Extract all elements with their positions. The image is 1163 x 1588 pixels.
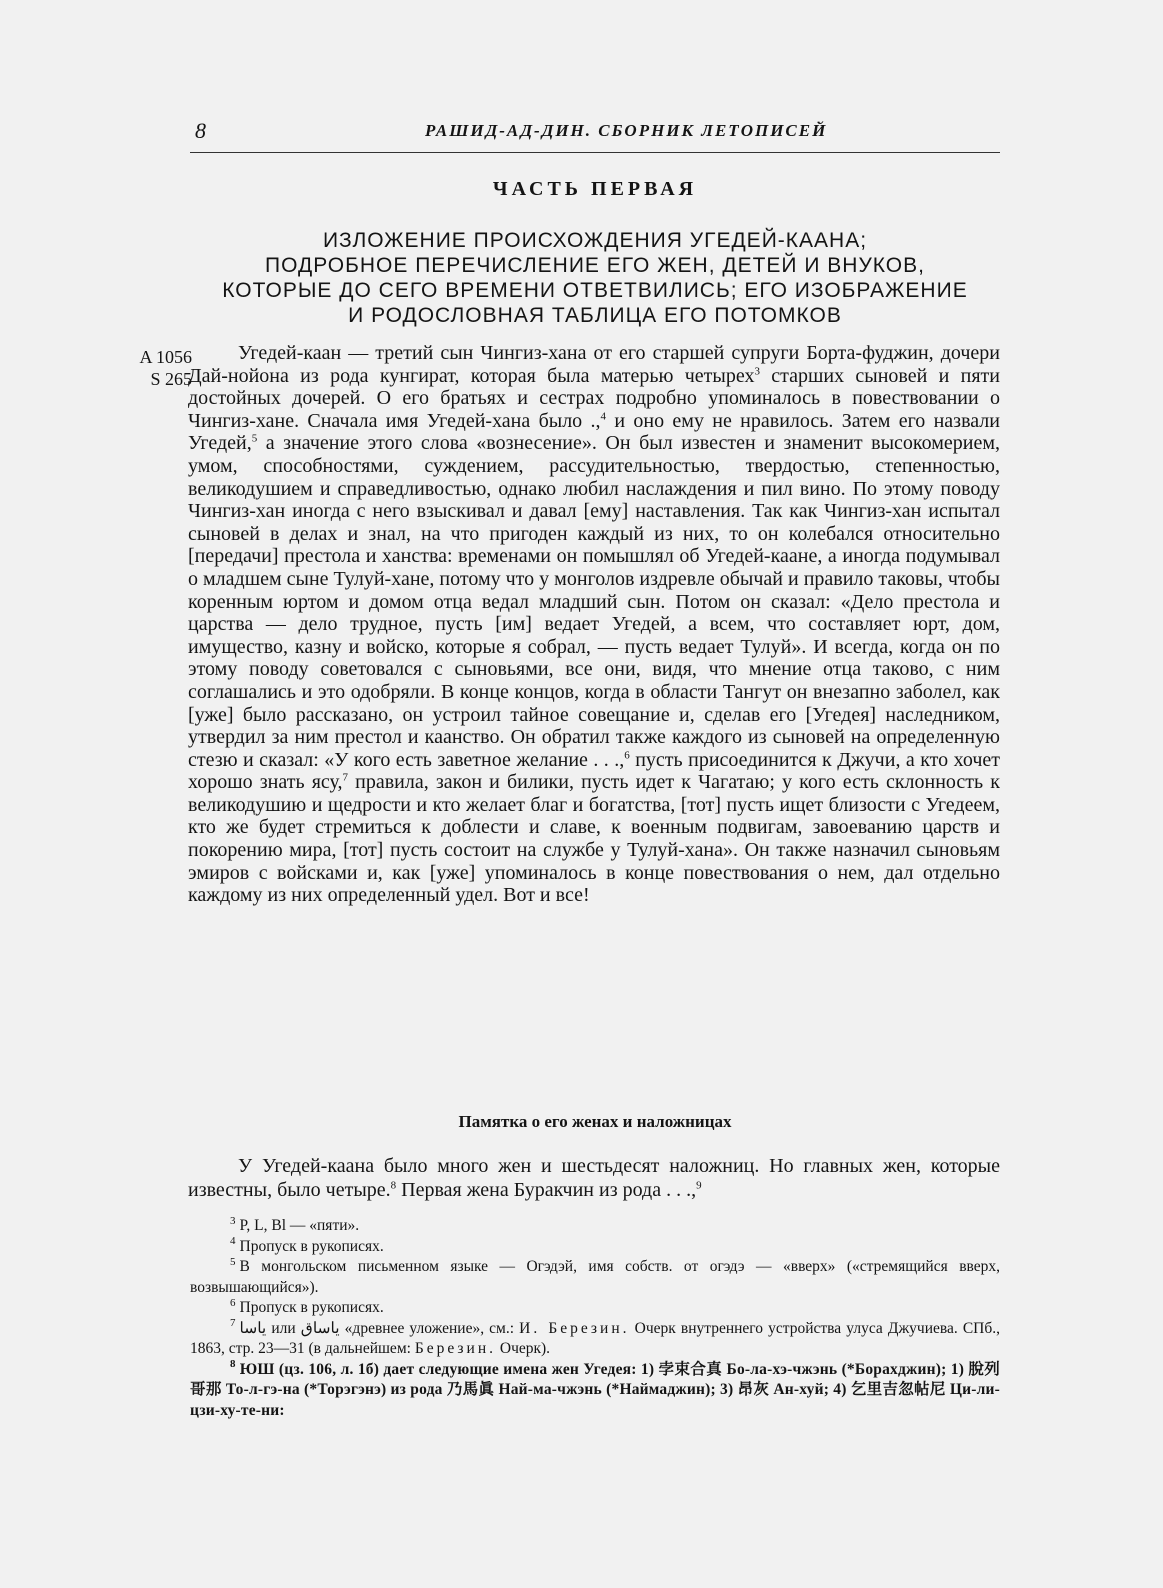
text-run: Угедей-каан — третий сын Чингиз-хана от его старшей супруги Борта-фуджин, дочери Дай-нойона из рода кунгират, которая была матерью четырех [188, 342, 1000, 387]
page-number: 8 [195, 118, 206, 143]
footnote-3 [190, 1216, 1000, 1237]
footnote-text: P, L, Bl — «пяти». [239, 1217, 360, 1234]
footnote-text: Очерк). [496, 1340, 551, 1357]
author-name: И. Березин. [519, 1319, 630, 1337]
arabic-term: یاسا [239, 1319, 267, 1337]
footnote-number: 4 [230, 1235, 236, 1248]
footnote-number: 7 [230, 1317, 236, 1330]
section-title-line: И РОДОСЛОВНАЯ ТАБЛИЦА ЕГО ПОТОМКОВ [348, 304, 842, 327]
footnote-text: «древнее уложение», см.: [339, 1319, 520, 1337]
footnote-ref[interactable]: 5 [251, 432, 258, 445]
section-title-line: ПОДРОБНОЕ ПЕРЕЧИСЛЕНИЕ ЕГО ЖЕН, ДЕТЕЙ И ВНУКОВ, [265, 254, 925, 277]
text-run: старших сыновей и пяти достойных дочерей. О его братьях и сестрах подробно упоминалось в повествовании о Чингиз-хане. Сначала имя Угедей-хана было ., [188, 364, 1000, 432]
text-run: Первая жена Буракчин из рода . . ., [396, 1179, 697, 1201]
section-title-line: КОТОРЫЕ ДО СЕГО ВРЕМЕНИ ОТВЕТВИЛИСЬ; ЕГО ИЗОБРАЖЕНИЕ [222, 279, 968, 302]
margin-notes [112, 346, 192, 390]
footnote-ref[interactable]: 9 [696, 1179, 702, 1192]
section-title-line: ИЗЛОЖЕНИЕ ПРОИСХОЖДЕНИЯ УГЕДЕЙ-КААНА; [322, 229, 868, 252]
footnote-number: 5 [230, 1255, 236, 1268]
footnote-text: Пропуск в рукописях. [239, 1237, 384, 1255]
text-run: У Угедей-каана было много жен и шестьдесят наложниц. Но главных жен, которые известны, было четыре. [188, 1155, 1000, 1201]
footnote-8 [190, 1360, 1000, 1422]
text-run: а значение этого слова «вознесение». Он был известен и знаменит высокомерием, умом, способностями, суждением, рассудительностью, твердостью, степенностью, великодушием и справедливостью, однако любил наслаждения и пил вино. По этому поводу Чингиз-хан иногда с него взыскивал и давал [ему] наставления. Так как Чингиз-хан испытал сыновей в делах и знал, на что пригоден каждый из них, то он колебался относительно [передачи] престола и ханства: временами он помышлял об Угедей-каане, а иногда подумывал о младшем сыне Тулуй-хане, потому что у монголов издревле обычай и правило таковы, чтобы коренным юртом и домом отца ведал младший сын. Потом он сказал: «Дело престола и царства — дело трудное, пусть [им] ведает Угедей, а всем, что составляет юрт, дом, имущество, казну и войско, которые я собрал, — пусть ведает Тулуй». И всегда, когда он по этому поводу советовался с сыновьями, все они, видя, что мнение отца таково, с ним соглашались и это одобряли. В конце концов, когда в области Тангут он внезапно заболел, как [уже] было рассказано, он устроил тайное совещание и, сделав его [Угедея] наследником, утвердил за ним престол и каанство. Он обратил также каждого из сыновей на определенную стезю и сказал: «У кого есть заветное желание . . ., [188, 432, 1000, 771]
footnote-ref[interactable]: 7 [342, 771, 349, 784]
footnote-7 [190, 1319, 1000, 1360]
footnote-5 [190, 1257, 1000, 1298]
footnote-4 [190, 1237, 1000, 1258]
text-run: пусть присоединится к Джучи, а кто хочет хорошо знать ясу, [188, 748, 1000, 794]
footnote-ref[interactable]: 4 [600, 410, 607, 423]
footnotes [190, 1216, 1000, 1421]
text-run: и оно ему не нравилось. Затем его назвали Угедей, [188, 409, 1000, 455]
footnote-6 [190, 1298, 1000, 1319]
footnote-text: или [266, 1319, 301, 1337]
text-run: правила, закон и билики, пусть идет к Чагатаю; у кого есть склонность к великодушию и щедрости и кто желает благ и богатства, [тот] пусть ищет близости с Угедеем, кто же будет стремиться к доблести и славе, к военным подвигам, завоеванию царств и покорению мира, [тот] пусть состоит на службе у Тулуй-хана». Он также назначил сыновьям эмиров с войсками и, как [уже] упоминалось в конце повествования о нем, дал отдельно каждому из них определенный удел. Вот и все! [188, 771, 1000, 907]
footnote-ref[interactable]: 6 [624, 749, 630, 762]
margin-note-s: S 265 [150, 369, 192, 389]
footnote-number: 8 [230, 1358, 236, 1371]
footnote-text: ЮШ (цз. 106, л. 1б) дает следующие имена жен Угедея: 1) 孛束合真 Бо-ла-хэ-чжэнь (*Борахджин); 1) 脫列哥那 То-л-гэ-на (*Торэгэнэ) из рода 乃馬眞 Най-ма-чжэнь (*Наймаджин); 3) 昂灰 Ан-хуй; 4) 乞里吉忽帖尼 Ци-ли-цзи-ху-те-ни: [190, 1360, 1000, 1419]
footnote-number: 3 [230, 1214, 236, 1227]
subheading: Памятка о его женах и наложницах [458, 1112, 732, 1131]
footnote-text: Пропуск в рукописях. [239, 1299, 384, 1316]
body-paragraph-1 [188, 342, 1000, 907]
part-title: ЧАСТЬ ПЕРВАЯ [492, 178, 698, 200]
author-name: Березин. [414, 1340, 496, 1357]
header-rule [190, 152, 1000, 153]
running-title: РАШИД-АД-ДИН. СБОРНИК ЛЕТОПИСЕЙ [425, 121, 828, 140]
running-head [195, 118, 995, 148]
arabic-term: یاساق [300, 1319, 340, 1337]
footnote-ref[interactable]: 3 [754, 364, 760, 377]
footnote-text: В монгольском письменном языке — Огэдэй, имя собств. от огэдэ — «вверх» («стремящийся вверх, возвышающийся»). [190, 1258, 1000, 1296]
section-title [190, 228, 1000, 328]
body-paragraph-2 [188, 1154, 1000, 1202]
footnote-number: 6 [230, 1296, 236, 1309]
margin-note-a: A 1056 [139, 347, 192, 367]
footnote-ref[interactable]: 8 [390, 1179, 397, 1192]
footnote-text: Очерк внутреннего устройства улуса Джучиева. СПб., 1863, стр. 23—31 (в дальнейшем: [190, 1319, 1001, 1357]
